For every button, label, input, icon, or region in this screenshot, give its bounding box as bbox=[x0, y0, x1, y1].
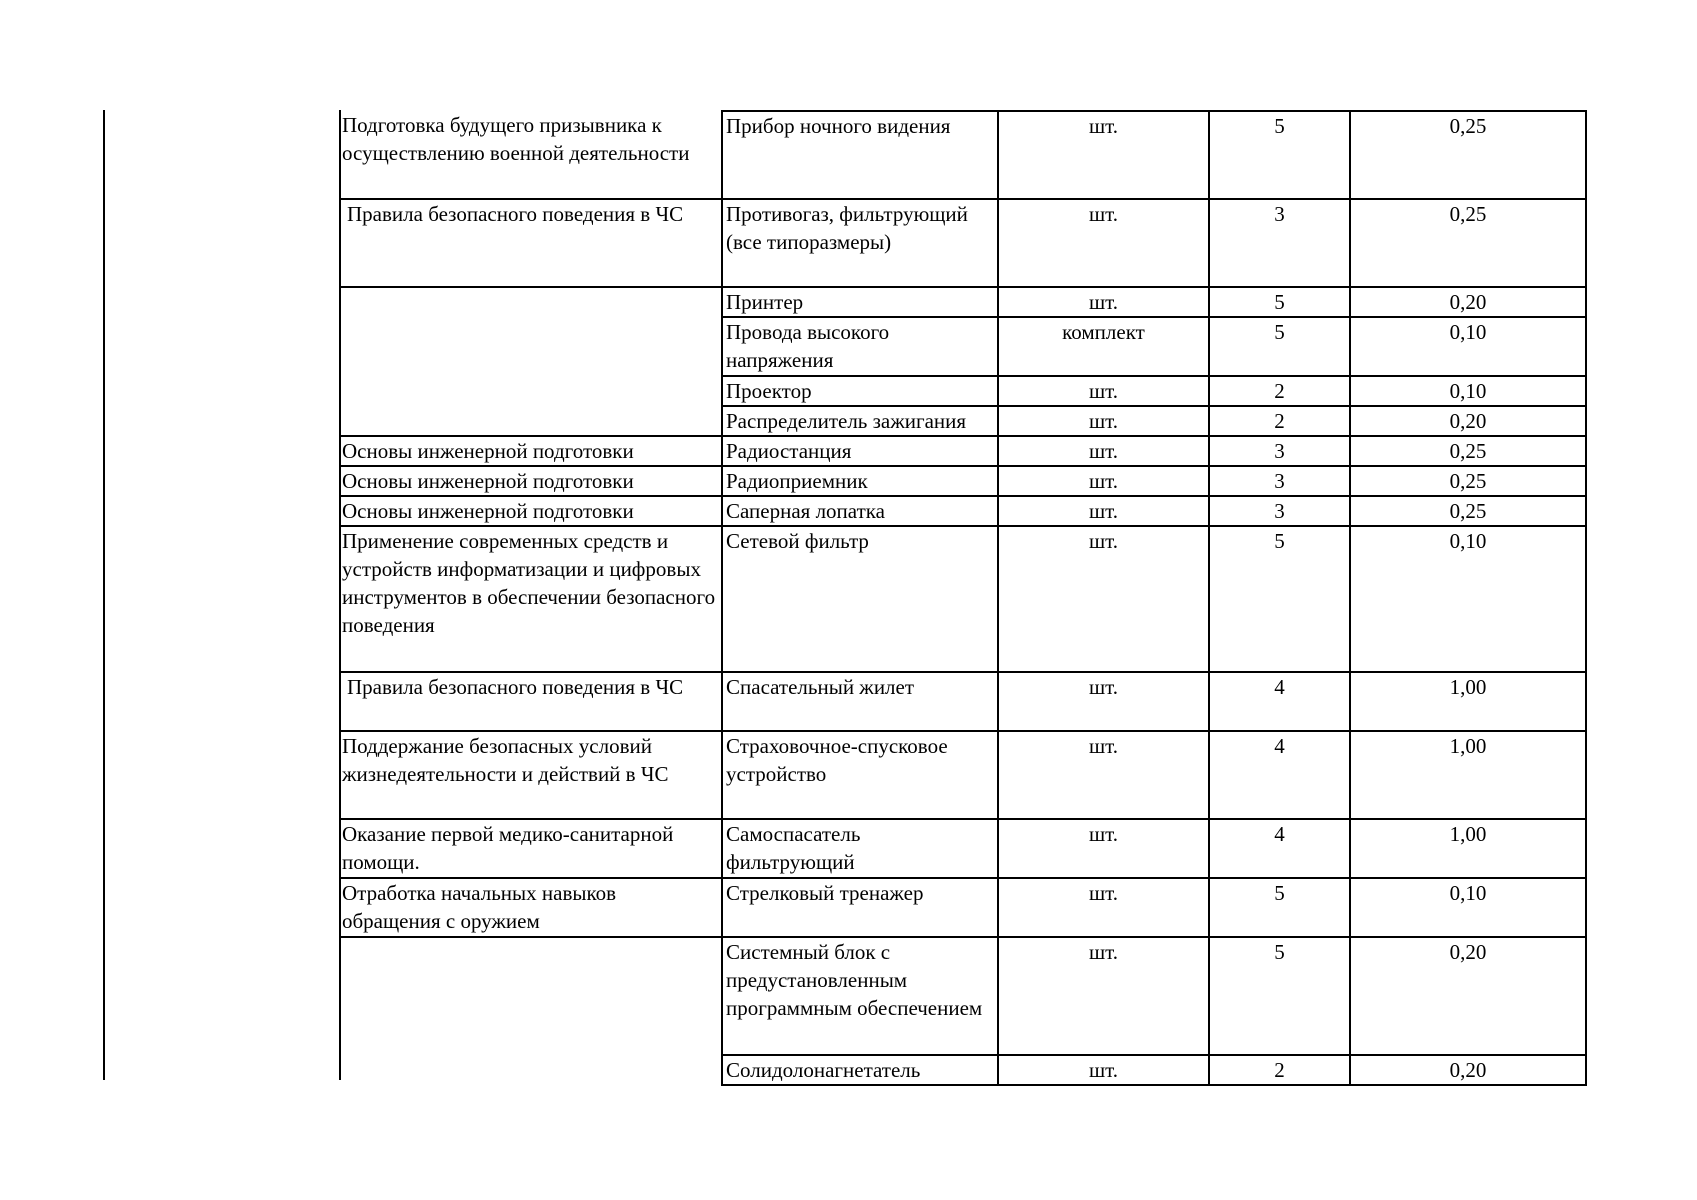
coef-cell: 0,20 bbox=[1350, 287, 1586, 317]
unit-cell: шт. bbox=[998, 1055, 1209, 1085]
topic-cell: Основы инженерной подготовки bbox=[339, 466, 722, 496]
unit-cell: шт. bbox=[998, 672, 1209, 731]
table-row bbox=[339, 436, 1586, 466]
qty-cell: 4 bbox=[1209, 819, 1350, 878]
table-row bbox=[339, 111, 1586, 199]
topic-cell: Применение современных средств и устройств информатизации и цифровых инструментов в обеспечении безопасного поведения bbox=[339, 526, 722, 672]
unit-cell: шт. bbox=[998, 406, 1209, 436]
topic-cell bbox=[339, 287, 722, 317]
item-cell: Проектор bbox=[722, 376, 998, 406]
item-cell: Самоспасатель фильтрующий bbox=[722, 819, 998, 878]
qty-cell: 4 bbox=[1209, 731, 1350, 819]
qty-cell: 3 bbox=[1209, 466, 1350, 496]
topic-cell: Подготовка будущего призывника к осуществлению военной деятельности bbox=[339, 111, 722, 199]
coef-cell: 0,25 bbox=[1350, 111, 1586, 199]
item-cell: Противогаз, фильтрующий (все типоразмеры) bbox=[722, 199, 998, 287]
coef-cell: 0,25 bbox=[1350, 436, 1586, 466]
item-cell: Радиостанция bbox=[722, 436, 998, 466]
coef-cell: 0,10 bbox=[1350, 376, 1586, 406]
coef-cell: 0,20 bbox=[1350, 937, 1586, 1055]
left-margin-line bbox=[103, 110, 105, 1080]
qty-cell: 3 bbox=[1209, 436, 1350, 466]
table-row bbox=[339, 496, 1586, 526]
qty-cell: 5 bbox=[1209, 878, 1350, 937]
table-row bbox=[339, 937, 1586, 1055]
unit-cell: шт. bbox=[998, 526, 1209, 672]
unit-cell: шт. bbox=[998, 376, 1209, 406]
item-cell: Солидолонагнетатель bbox=[722, 1055, 998, 1085]
qty-cell: 2 bbox=[1209, 1055, 1350, 1085]
coef-cell: 0,10 bbox=[1350, 317, 1586, 376]
table-row bbox=[339, 406, 1586, 436]
item-cell: Принтер bbox=[722, 287, 998, 317]
item-cell: Сетевой фильтр bbox=[722, 526, 998, 672]
qty-cell: 3 bbox=[1209, 199, 1350, 287]
topic-cell bbox=[339, 376, 722, 406]
unit-cell: шт. bbox=[998, 287, 1209, 317]
unit-cell: шт. bbox=[998, 466, 1209, 496]
unit-cell: шт. bbox=[998, 937, 1209, 1055]
unit-cell: шт. bbox=[998, 111, 1209, 199]
coef-cell: 0,20 bbox=[1350, 1055, 1586, 1085]
coef-cell: 0,20 bbox=[1350, 406, 1586, 436]
item-cell: Прибор ночного видения bbox=[722, 111, 998, 199]
topic-cell: Правила безопасного поведения в ЧС bbox=[339, 672, 722, 731]
unit-cell: шт. bbox=[998, 819, 1209, 878]
table-row bbox=[339, 1055, 1586, 1085]
table-row bbox=[339, 731, 1586, 819]
coef-cell: 0,25 bbox=[1350, 199, 1586, 287]
unit-cell: шт. bbox=[998, 199, 1209, 287]
topic-cell: Отработка начальных навыков обращения с оружием bbox=[339, 878, 722, 937]
topic-cell: Правила безопасного поведения в ЧС bbox=[339, 199, 722, 287]
unit-cell: шт. bbox=[998, 436, 1209, 466]
qty-cell: 5 bbox=[1209, 287, 1350, 317]
item-cell: Страховочное-спусковое устройство bbox=[722, 731, 998, 819]
equipment-table bbox=[339, 110, 1587, 1086]
topic-cell: Основы инженерной подготовки bbox=[339, 436, 722, 466]
item-cell: Радиоприемник bbox=[722, 466, 998, 496]
topic-cell bbox=[339, 937, 722, 1055]
topic-cell bbox=[339, 1055, 722, 1085]
item-cell: Распределитель зажигания bbox=[722, 406, 998, 436]
table-row bbox=[339, 199, 1586, 287]
qty-cell: 5 bbox=[1209, 317, 1350, 376]
table-row bbox=[339, 819, 1586, 878]
item-cell: Провода высокого напряжения bbox=[722, 317, 998, 376]
item-cell: Саперная лопатка bbox=[722, 496, 998, 526]
table-row bbox=[339, 878, 1586, 937]
qty-cell: 5 bbox=[1209, 526, 1350, 672]
coef-cell: 0,10 bbox=[1350, 878, 1586, 937]
item-cell: Стрелковый тренажер bbox=[722, 878, 998, 937]
coef-cell: 0,10 bbox=[1350, 526, 1586, 672]
item-cell: Системный блок с предустановленным программным обеспечением bbox=[722, 937, 998, 1055]
coef-cell: 1,00 bbox=[1350, 819, 1586, 878]
table-row bbox=[339, 466, 1586, 496]
table-row bbox=[339, 287, 1586, 317]
topic-cell bbox=[339, 406, 722, 436]
qty-cell: 3 bbox=[1209, 496, 1350, 526]
unit-cell: шт. bbox=[998, 731, 1209, 819]
coef-cell: 1,00 bbox=[1350, 731, 1586, 819]
qty-cell: 5 bbox=[1209, 111, 1350, 199]
unit-cell: шт. bbox=[998, 496, 1209, 526]
qty-cell: 2 bbox=[1209, 376, 1350, 406]
table-row bbox=[339, 376, 1586, 406]
table-row bbox=[339, 672, 1586, 731]
item-cell: Спасательный жилет bbox=[722, 672, 998, 731]
topic-cell: Поддержание безопасных условий жизнедеятельности и действий в ЧС bbox=[339, 731, 722, 819]
coef-cell: 0,25 bbox=[1350, 466, 1586, 496]
table-row bbox=[339, 526, 1586, 672]
coef-cell: 1,00 bbox=[1350, 672, 1586, 731]
qty-cell: 5 bbox=[1209, 937, 1350, 1055]
unit-cell: комплект bbox=[998, 317, 1209, 376]
qty-cell: 4 bbox=[1209, 672, 1350, 731]
unit-cell: шт. bbox=[998, 878, 1209, 937]
topic-cell: Основы инженерной подготовки bbox=[339, 496, 722, 526]
qty-cell: 2 bbox=[1209, 406, 1350, 436]
topic-cell: Оказание первой медико-санитарной помощи. bbox=[339, 819, 722, 878]
topic-cell bbox=[339, 317, 722, 376]
coef-cell: 0,25 bbox=[1350, 496, 1586, 526]
table-row bbox=[339, 317, 1586, 376]
